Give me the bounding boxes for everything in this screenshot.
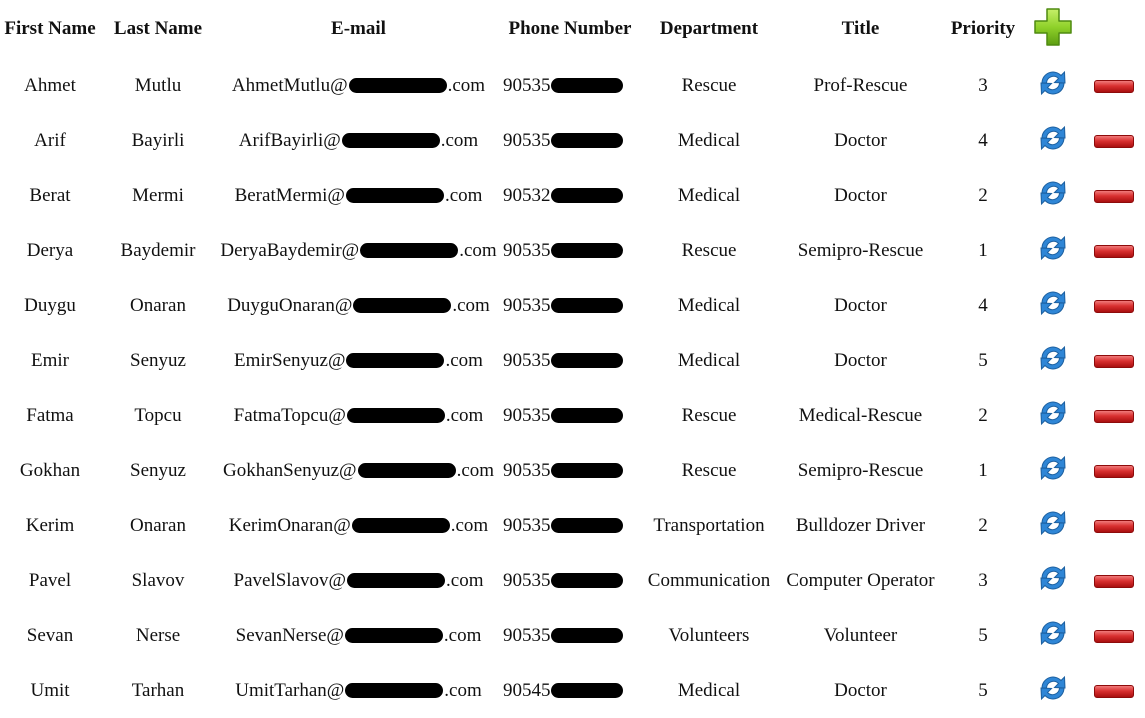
update-button[interactable]: [1038, 506, 1068, 546]
table-row: [0, 333, 1145, 388]
minus-icon: [1094, 575, 1134, 588]
phone-cell: [501, 553, 639, 608]
table-row: [0, 58, 1145, 113]
minus-icon: [1094, 80, 1134, 93]
first-name-cell: Emir: [31, 349, 69, 371]
department-cell: Rescue: [681, 459, 737, 481]
last-name-cell: Senyuz: [130, 349, 186, 371]
update-button[interactable]: [1038, 396, 1068, 436]
priority-cell: 2: [978, 184, 988, 206]
redacted-phone: [551, 463, 623, 478]
redacted-domain: [345, 683, 443, 698]
phone-cell: [501, 333, 639, 388]
last-name-cell: Baydemir: [120, 239, 196, 261]
first-name-cell: Duygu: [24, 294, 76, 316]
last-name-cell: Onaran: [130, 294, 186, 316]
redacted-phone: [551, 573, 623, 588]
table-row: [0, 278, 1145, 333]
update-cell: [1024, 278, 1082, 333]
email-tld: .com: [446, 569, 484, 591]
delete-cell: [1082, 608, 1145, 663]
delete-cell: [1082, 498, 1145, 553]
title-cell: Bulldozer Driver: [795, 514, 926, 536]
minus-icon: [1094, 190, 1134, 203]
last-name-cell: Topcu: [134, 404, 182, 426]
redacted-domain: [353, 298, 451, 313]
phone-prefix: 90535: [503, 239, 551, 261]
update-button[interactable]: [1038, 121, 1068, 161]
priority-cell: 3: [978, 74, 988, 96]
minus-icon: [1094, 685, 1134, 698]
refresh-icon: [1038, 341, 1068, 375]
email-cell: [216, 498, 501, 553]
phone-prefix: 90535: [503, 349, 551, 371]
email-tld: .com: [459, 239, 497, 261]
redacted-domain: [358, 463, 456, 478]
delete-cell: [1082, 113, 1145, 168]
header-spacer: [1082, 0, 1145, 58]
minus-icon: [1094, 135, 1134, 148]
refresh-icon: [1038, 176, 1068, 210]
minus-icon: [1094, 355, 1134, 368]
col-header-first-name: First Name: [4, 18, 96, 39]
add-contact-button[interactable]: [1033, 7, 1073, 53]
phone-cell: [501, 443, 639, 498]
title-cell: Prof-Rescue: [813, 74, 908, 96]
phone-prefix: 90535: [503, 74, 551, 96]
phone-cell: [501, 498, 639, 553]
minus-icon: [1094, 630, 1134, 643]
phone-cell: [501, 58, 639, 113]
refresh-icon: [1038, 451, 1068, 485]
minus-icon: [1094, 520, 1134, 533]
redacted-domain: [345, 628, 443, 643]
delete-cell: [1082, 58, 1145, 113]
delete-cell: [1082, 553, 1145, 608]
title-cell: Doctor: [834, 129, 887, 151]
update-button[interactable]: [1038, 616, 1068, 656]
delete-button[interactable]: [1094, 570, 1134, 592]
update-button[interactable]: [1038, 341, 1068, 381]
email-tld: .com: [444, 184, 483, 206]
col-header-title: Title: [841, 18, 880, 39]
table-row: [0, 663, 1145, 718]
table-row: [0, 608, 1145, 663]
department-cell: Transportation: [653, 514, 765, 536]
phone-cell: [501, 113, 639, 168]
update-cell: [1024, 58, 1082, 113]
refresh-icon: [1038, 616, 1068, 650]
first-name-cell: Ahmet: [24, 74, 76, 96]
delete-button[interactable]: [1094, 240, 1134, 262]
add-cell: [1024, 0, 1082, 58]
last-name-cell: Slavov: [131, 569, 185, 591]
email-tld: .com: [447, 74, 486, 96]
redacted-domain: [346, 353, 444, 368]
minus-icon: [1094, 410, 1134, 423]
department-cell: Medical: [677, 129, 741, 151]
email-user: KerimOnaran@: [228, 514, 351, 536]
title-cell: Doctor: [834, 184, 887, 206]
email-cell: [216, 608, 501, 663]
email-cell: [216, 553, 501, 608]
phone-cell: [501, 223, 639, 278]
col-header-priority: Priority: [950, 18, 1016, 39]
delete-cell: [1082, 388, 1145, 443]
minus-icon: [1094, 300, 1134, 313]
department-cell: Rescue: [681, 74, 737, 96]
title-cell: Volunteer: [823, 624, 898, 646]
email-user: DeryaBaydemir@: [220, 239, 360, 261]
email-tld: .com: [456, 459, 495, 481]
refresh-icon: [1038, 671, 1068, 705]
last-name-cell: Bayirli: [131, 129, 185, 151]
col-header-last-name: Last Name: [113, 18, 203, 39]
priority-cell: 3: [978, 569, 988, 591]
phone-prefix: 90535: [503, 404, 551, 426]
department-cell: Communication: [647, 569, 771, 591]
first-name-cell: Derya: [26, 239, 74, 261]
update-button[interactable]: [1038, 66, 1068, 106]
last-name-cell: Senyuz: [130, 459, 186, 481]
col-header-phone: Phone Number: [508, 18, 632, 39]
update-button[interactable]: [1038, 451, 1068, 491]
refresh-icon: [1038, 66, 1068, 100]
table-row: [0, 388, 1145, 443]
delete-button[interactable]: [1094, 185, 1134, 207]
delete-button[interactable]: [1094, 625, 1134, 647]
update-cell: [1024, 663, 1082, 718]
redacted-domain: [347, 573, 445, 588]
department-cell: Medical: [677, 184, 741, 206]
title-cell: Doctor: [834, 349, 887, 371]
email-tld: .com: [445, 404, 484, 426]
table-row: [0, 168, 1145, 223]
email-user: EmirSenyuz@: [234, 349, 346, 371]
department-cell: Rescue: [681, 239, 737, 261]
priority-cell: 5: [978, 624, 988, 646]
plus-icon: [1033, 7, 1073, 47]
phone-cell: [501, 663, 639, 718]
update-button[interactable]: [1038, 176, 1068, 216]
redacted-phone: [551, 298, 623, 313]
update-cell: [1024, 223, 1082, 278]
redacted-phone: [551, 683, 623, 698]
department-cell: Medical: [677, 349, 741, 371]
delete-button[interactable]: [1094, 130, 1134, 152]
redacted-phone: [551, 628, 623, 643]
priority-cell: 5: [978, 349, 988, 371]
email-user: UmitTarhan@: [235, 679, 345, 701]
email-user: PavelSlavov@: [233, 569, 347, 591]
priority-cell: 4: [978, 129, 988, 151]
department-cell: Volunteers: [668, 624, 750, 646]
update-cell: [1024, 333, 1082, 388]
update-cell: [1024, 553, 1082, 608]
first-name-cell: Fatma: [26, 404, 74, 426]
title-cell: Doctor: [834, 679, 887, 701]
first-name-cell: Gokhan: [19, 459, 81, 481]
phone-prefix: 90532: [503, 184, 551, 206]
redacted-domain: [360, 243, 458, 258]
first-name-cell: Berat: [29, 184, 71, 206]
email-tld: .com: [445, 349, 483, 371]
email-cell: [216, 443, 501, 498]
email-cell: [216, 388, 501, 443]
priority-cell: 1: [978, 239, 988, 261]
phone-cell: [501, 388, 639, 443]
phone-prefix: 90535: [503, 514, 551, 536]
email-user: FatmaTopcu@: [233, 404, 346, 426]
redacted-domain: [346, 188, 444, 203]
refresh-icon: [1038, 396, 1068, 430]
delete-cell: [1082, 663, 1145, 718]
refresh-icon: [1038, 506, 1068, 540]
email-cell: [216, 168, 501, 223]
redacted-domain: [342, 133, 440, 148]
department-cell: Medical: [677, 294, 741, 316]
update-cell: [1024, 388, 1082, 443]
priority-cell: 2: [978, 404, 988, 426]
delete-button[interactable]: [1094, 515, 1134, 537]
delete-button[interactable]: [1094, 405, 1134, 427]
phone-cell: [501, 608, 639, 663]
email-cell: [216, 113, 501, 168]
minus-icon: [1094, 245, 1134, 258]
table-row: [0, 553, 1145, 608]
refresh-icon: [1038, 121, 1068, 155]
first-name-cell: Umit: [30, 679, 70, 701]
priority-cell: 2: [978, 514, 988, 536]
email-cell: [216, 223, 501, 278]
email-user: GokhanSenyuz@: [222, 459, 357, 481]
department-cell: Medical: [677, 679, 741, 701]
email-cell: [216, 58, 501, 113]
phone-prefix: 90535: [503, 129, 551, 151]
update-button[interactable]: [1038, 671, 1068, 711]
table-row: [0, 443, 1145, 498]
first-name-cell: Sevan: [26, 624, 74, 646]
phone-prefix: 90535: [503, 459, 551, 481]
redacted-phone: [551, 353, 623, 368]
email-user: ArifBayirli@: [238, 129, 341, 151]
redacted-domain: [349, 78, 447, 93]
redacted-phone: [551, 188, 623, 203]
email-cell: [216, 333, 501, 388]
email-user: DuyguOnaran@: [227, 294, 353, 316]
email-user: SevanNerse@: [235, 624, 344, 646]
phone-prefix: 90535: [503, 624, 551, 646]
update-cell: [1024, 113, 1082, 168]
table-row: [0, 498, 1145, 553]
last-name-cell: Nerse: [135, 624, 181, 646]
email-user: BeratMermi@: [234, 184, 345, 206]
title-cell: Doctor: [834, 294, 887, 316]
last-name-cell: Tarhan: [131, 679, 185, 701]
col-header-department: Department: [659, 18, 759, 39]
email-tld: .com: [443, 624, 482, 646]
first-name-cell: Pavel: [28, 569, 72, 591]
col-header-email: E-mail: [331, 18, 386, 39]
delete-button[interactable]: [1094, 295, 1134, 317]
phone-prefix: 90535: [503, 569, 551, 591]
update-cell: [1024, 608, 1082, 663]
delete-cell: [1082, 333, 1145, 388]
phone-cell: [501, 278, 639, 333]
delete-cell: [1082, 223, 1145, 278]
department-cell: Rescue: [681, 404, 737, 426]
table-row: [0, 223, 1145, 278]
email-tld: .com: [450, 514, 489, 536]
delete-button[interactable]: [1094, 460, 1134, 482]
title-cell: Semipro-Rescue: [797, 239, 924, 261]
redacted-domain: [347, 408, 445, 423]
first-name-cell: Arif: [34, 129, 66, 151]
redacted-phone: [551, 133, 623, 148]
update-button[interactable]: [1038, 561, 1068, 601]
email-user: AhmetMutlu@: [231, 74, 348, 96]
phone-prefix: 90535: [503, 294, 551, 316]
delete-cell: [1082, 278, 1145, 333]
title-cell: Medical-Rescue: [798, 404, 923, 426]
redacted-phone: [551, 408, 623, 423]
refresh-icon: [1038, 286, 1068, 320]
first-name-cell: Kerim: [25, 514, 75, 536]
title-cell: Semipro-Rescue: [797, 459, 924, 481]
header-row: [0, 0, 1145, 58]
table-row: [0, 113, 1145, 168]
update-cell: [1024, 498, 1082, 553]
email-tld: .com: [440, 129, 479, 151]
phone-cell: [501, 168, 639, 223]
redacted-phone: [551, 243, 623, 258]
last-name-cell: Mutlu: [134, 74, 182, 96]
email-tld: .com: [452, 294, 490, 316]
priority-cell: 1: [978, 459, 988, 481]
delete-cell: [1082, 168, 1145, 223]
redacted-phone: [551, 78, 623, 93]
update-cell: [1024, 168, 1082, 223]
email-tld: .com: [444, 679, 482, 701]
redacted-phone: [551, 518, 623, 533]
last-name-cell: Mermi: [132, 184, 184, 206]
last-name-cell: Onaran: [130, 514, 186, 536]
refresh-icon: [1038, 561, 1068, 595]
delete-button[interactable]: [1094, 350, 1134, 372]
priority-cell: 4: [978, 294, 988, 316]
update-button[interactable]: [1038, 231, 1068, 271]
email-cell: [216, 663, 501, 718]
priority-cell: 5: [978, 679, 988, 701]
delete-button[interactable]: [1094, 75, 1134, 97]
refresh-icon: [1038, 231, 1068, 265]
phone-prefix: 90545: [503, 679, 551, 701]
title-cell: Computer Operator: [786, 569, 935, 591]
update-cell: [1024, 443, 1082, 498]
minus-icon: [1094, 465, 1134, 478]
delete-cell: [1082, 443, 1145, 498]
update-button[interactable]: [1038, 286, 1068, 326]
redacted-domain: [352, 518, 450, 533]
delete-button[interactable]: [1094, 680, 1134, 702]
email-cell: [216, 278, 501, 333]
